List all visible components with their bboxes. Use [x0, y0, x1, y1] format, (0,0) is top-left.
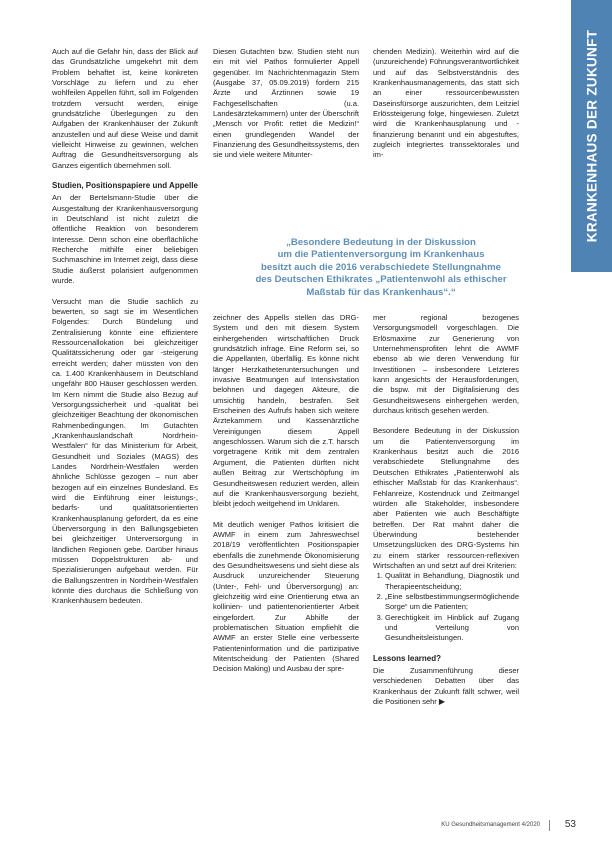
pull-quote-line: Maßstab für das Krankenhaus“.“	[306, 286, 456, 298]
section-title: KRANKENHAUS DER ZUKUNFT	[584, 29, 599, 243]
paragraph: Mit deutlich weniger Pathos kritisiert die AWMF in einem zum Jahreswechsel 2018/19 veröffentlichten Positionspapier ebenfalls die zunehmende Ökonomisierung des Gesundheitswesens und sieht diese als Ausdruck unzureichender Steuerung (Unter-, Fehl- und Überversorgung) an: gleichzeitig wird eine Orientierung etwa an kollinien- und patientenorientierter Arbeit eingefordert. Zur Abhilfe der problematischen Situation empfiehlt die AWMF an erster Stelle eine verbesserte Patienteninformation und die partizipative Mitentscheidung der Patienten (Shared Decision Making) und Ausbau der spre-	[213, 519, 359, 674]
column-1	[52, 47, 198, 607]
pull-quote-line: des Deutschen Ethikrates „Patientenwohl als ethischer	[255, 274, 507, 286]
section-sidebar	[571, 0, 612, 272]
paragraph	[373, 666, 519, 707]
list-item: 2. „Eine selbstbestimmungsermöglichende Sorge“ um die Patienten;	[385, 592, 519, 613]
footer-divider	[549, 820, 550, 831]
column-2-top	[213, 47, 359, 161]
pull-quote	[208, 237, 554, 299]
subheading: Studien, Positionspapiere und Appelle	[52, 181, 198, 191]
column-2-bottom	[213, 313, 359, 675]
list-item: 3. Gerechtigkeit im Hinblick auf Zugang und Verteilung von Gesundheitsleistungen.	[385, 613, 519, 644]
page-footer	[0, 816, 612, 840]
paragraph: mer regional bezogenes Versorgungsmodell vorgeschlagen. Die Erlösmaxime zur Generierung von Unternehmensprofiten lehnt die AWMF ebenso ab wie deren Verwendung für Investitionen – insbesondere Letzteres kann angesichts der Herausforderungen, die bspw. mit der Digitalisierung des Gesundheitswesens einhergehen werden, durchaus kritisch gesehen werden.	[373, 313, 519, 416]
criteria-list	[373, 571, 519, 643]
paragraph-text: Die Zusammenführung dieser verschiedenen Debatten über das Krankenhaus der Zukunft fällt schwer, weil die Positionen sehr	[373, 665, 519, 706]
pull-quote-line: „Besondere Bedeutung in der Diskussion	[286, 237, 476, 248]
paragraph: Versucht man die Studie sachlich zu bewerten, so sagt sie im Wesentlichen Folgendes: Durch Bündelung und Zentralisierung könnte eine effizientere Ressourcenallokation bei gleichzeitiger Qualitätssicherung oder gar -steigerung erreicht werden; daher müssten von den ca. 1.400 Krankenhäusern in Deutschland ungefähr 800 Häuser geschlossen werden. Im Kern nimmt die Studie also Bezug auf Versorgungssicherheit und -qualität bei gleichzeitiger Beachtung der ökonomischen Rahmenbedingungen. Im Gutachten „Krankenhauslandschaft Nordrhein-Westfalen“ für das Ministerium für Arbeit, Gesundheit und Soziales (MAGS) des Landes Nordrhein-Westfalen werden ähnliche Schlüsse gezogen – nun aber bezogen auf ein einzelnes Bundesland. Es wird die Einführung einer leistungs-, bedarfs- und qualitätsorientierten Krankenhausplanung gefordert, da es eine Überversorgung in den Ballungsgebieten bei gleichzeitiger Unterversorgung in ländlichen Regionen gebe. Darüber hinaus müssen Doppelstrukturen ab- und Spezialisierungen aufgebaut werden. Für die Ballungszentren in Nordrhein-Westfalen könnte dies durchaus die Schließung von Krankenhäusern bedeuten.	[52, 296, 198, 606]
continue-arrow-icon: ▶	[438, 696, 446, 706]
footer-source: KU Gesundheitsmanagement 4/2020	[441, 822, 540, 828]
subheading: Lessons learned?	[373, 653, 442, 663]
paragraph: An der Bertelsmann-Studie über die Ausgestaltung der Krankenhausversorgung in Deutschland ist nicht zuletzt die öffentliche Reaktion von besonderem Interesse. Denn schon eine oberflächliche Recherche mithilfe einer beliebigen Suchmaschine im Internet zeigt, dass diese Studie äußerst polarisiert aufgenommen wurde.	[52, 193, 198, 286]
column-3-top	[373, 47, 519, 161]
paragraph: Besondere Bedeutung in der Diskussion um die Patientenversorgung im Krankenhaus besitzt auch die 2016 verabschiedete Stellungnahme des Deutschen Ethikrates „Patientenwohl als ethischer Maßstab für das Krankenhaus“. Fehlanreize, Kostendruck und Zeitmangel würden alle Stakeholder, insbesondere aber Patienten wie auch Beschäftigte betreffen. Der Rat mahnt daher die Überwindung bestehender Umsetzungslücken des DRG-Systems hin zu einem stärker ressourcen-reflexiven Wirtschaften an und setzt auf drei Kriterien:	[373, 426, 519, 570]
page-number: 53	[564, 819, 576, 830]
paragraph: Auch auf die Gefahr hin, dass der Blick auf das Grundsätzliche umgekehrt mit dem Problem behaftet ist, keine konkreten Vorschläge zu liefern und zu eher wohlfeilen Appellen führt, soll im Folgenden trotzdem versucht werden, einige grundsätzliche Überlegungen zu den Aufgaben der Krankenhäuser der Zukunft anzustellen und auf diese Weise und damit vielleicht Hinweise zu gewinnen, welchen Auftrag die Gesundheitsversorgung als Ganzes eigentlich übernehmen soll.	[52, 47, 198, 170]
column-3-bottom	[373, 313, 519, 707]
pull-quote-line: besitzt auch die 2016 verabschiedete Stellungnahme	[261, 261, 501, 273]
paragraph: zeichner des Appells stellen das DRG-System und den mit diesem System einhergehenden wirtschaftlichen Druck grundsätzlich infrage. Eine Reform sei, so die Appellanten, überfällig. Es könne nicht länger Herzkatheteruntersuchungen und invasive Beatmungen auf Intensivstation belohnen und dagegen Akteure, die umsichtig handeln, bestrafen. Seit Erscheinen des Aufrufs haben sich weitere Ärztekammern und Kassenärztliche Vereinigungen diesem Appell angeschlossen. Warum sich die z.T. harsch vorgetragene Kritik mit dem zentralen Argument, die Patienten dürften nicht außen Beitrag zur Wertschöpfung im Gesundheitswesen reduziert werden, allein auf die Krankenhausversorgung bezieht, bleibt jedoch weitgehend im Unklaren.	[213, 313, 359, 509]
paragraph: chenden Medizin). Weiterhin wird auf die (unzureichende) Führungsverantwortlichkeit und auf das Selbstverständnis des Krankenhausmanagements, das statt sich an einer ressourcenbewussten Daseinsfürsorge auszurichten, dem Leitziel Erlössteigerung folge, hingewiesen. Zuletzt wird die Krankenhausplanung und -finanzierung benannt und ein abgestuftes, zugleich integriertes transsektorales und im-	[373, 47, 519, 160]
pull-quote-line: um die Patientenversorgung im Krankenhaus	[277, 249, 485, 261]
list-item: 1. Qualität in Behandlung, Diagnostik und Therapieentscheidung;	[385, 571, 519, 592]
paragraph: Diesen Gutachten bzw. Studien steht nun ein mit viel Pathos formulierter Appell gegenüber. Im Nachrichtenmagazin Stern (Ausgabe 37, 05.09.2019) fordern 215 Ärzte und Ärztinnen sowie 19 Fachgesellschaften (u.a. Landesärztekammern) unter der Überschrift „Mensch vor Profit: rettet die Medizin!“ einen grundlegenden Wandel der Finanzierung des Gesundheitssystems, den sie und viele weitere Mitunter-	[213, 47, 359, 160]
